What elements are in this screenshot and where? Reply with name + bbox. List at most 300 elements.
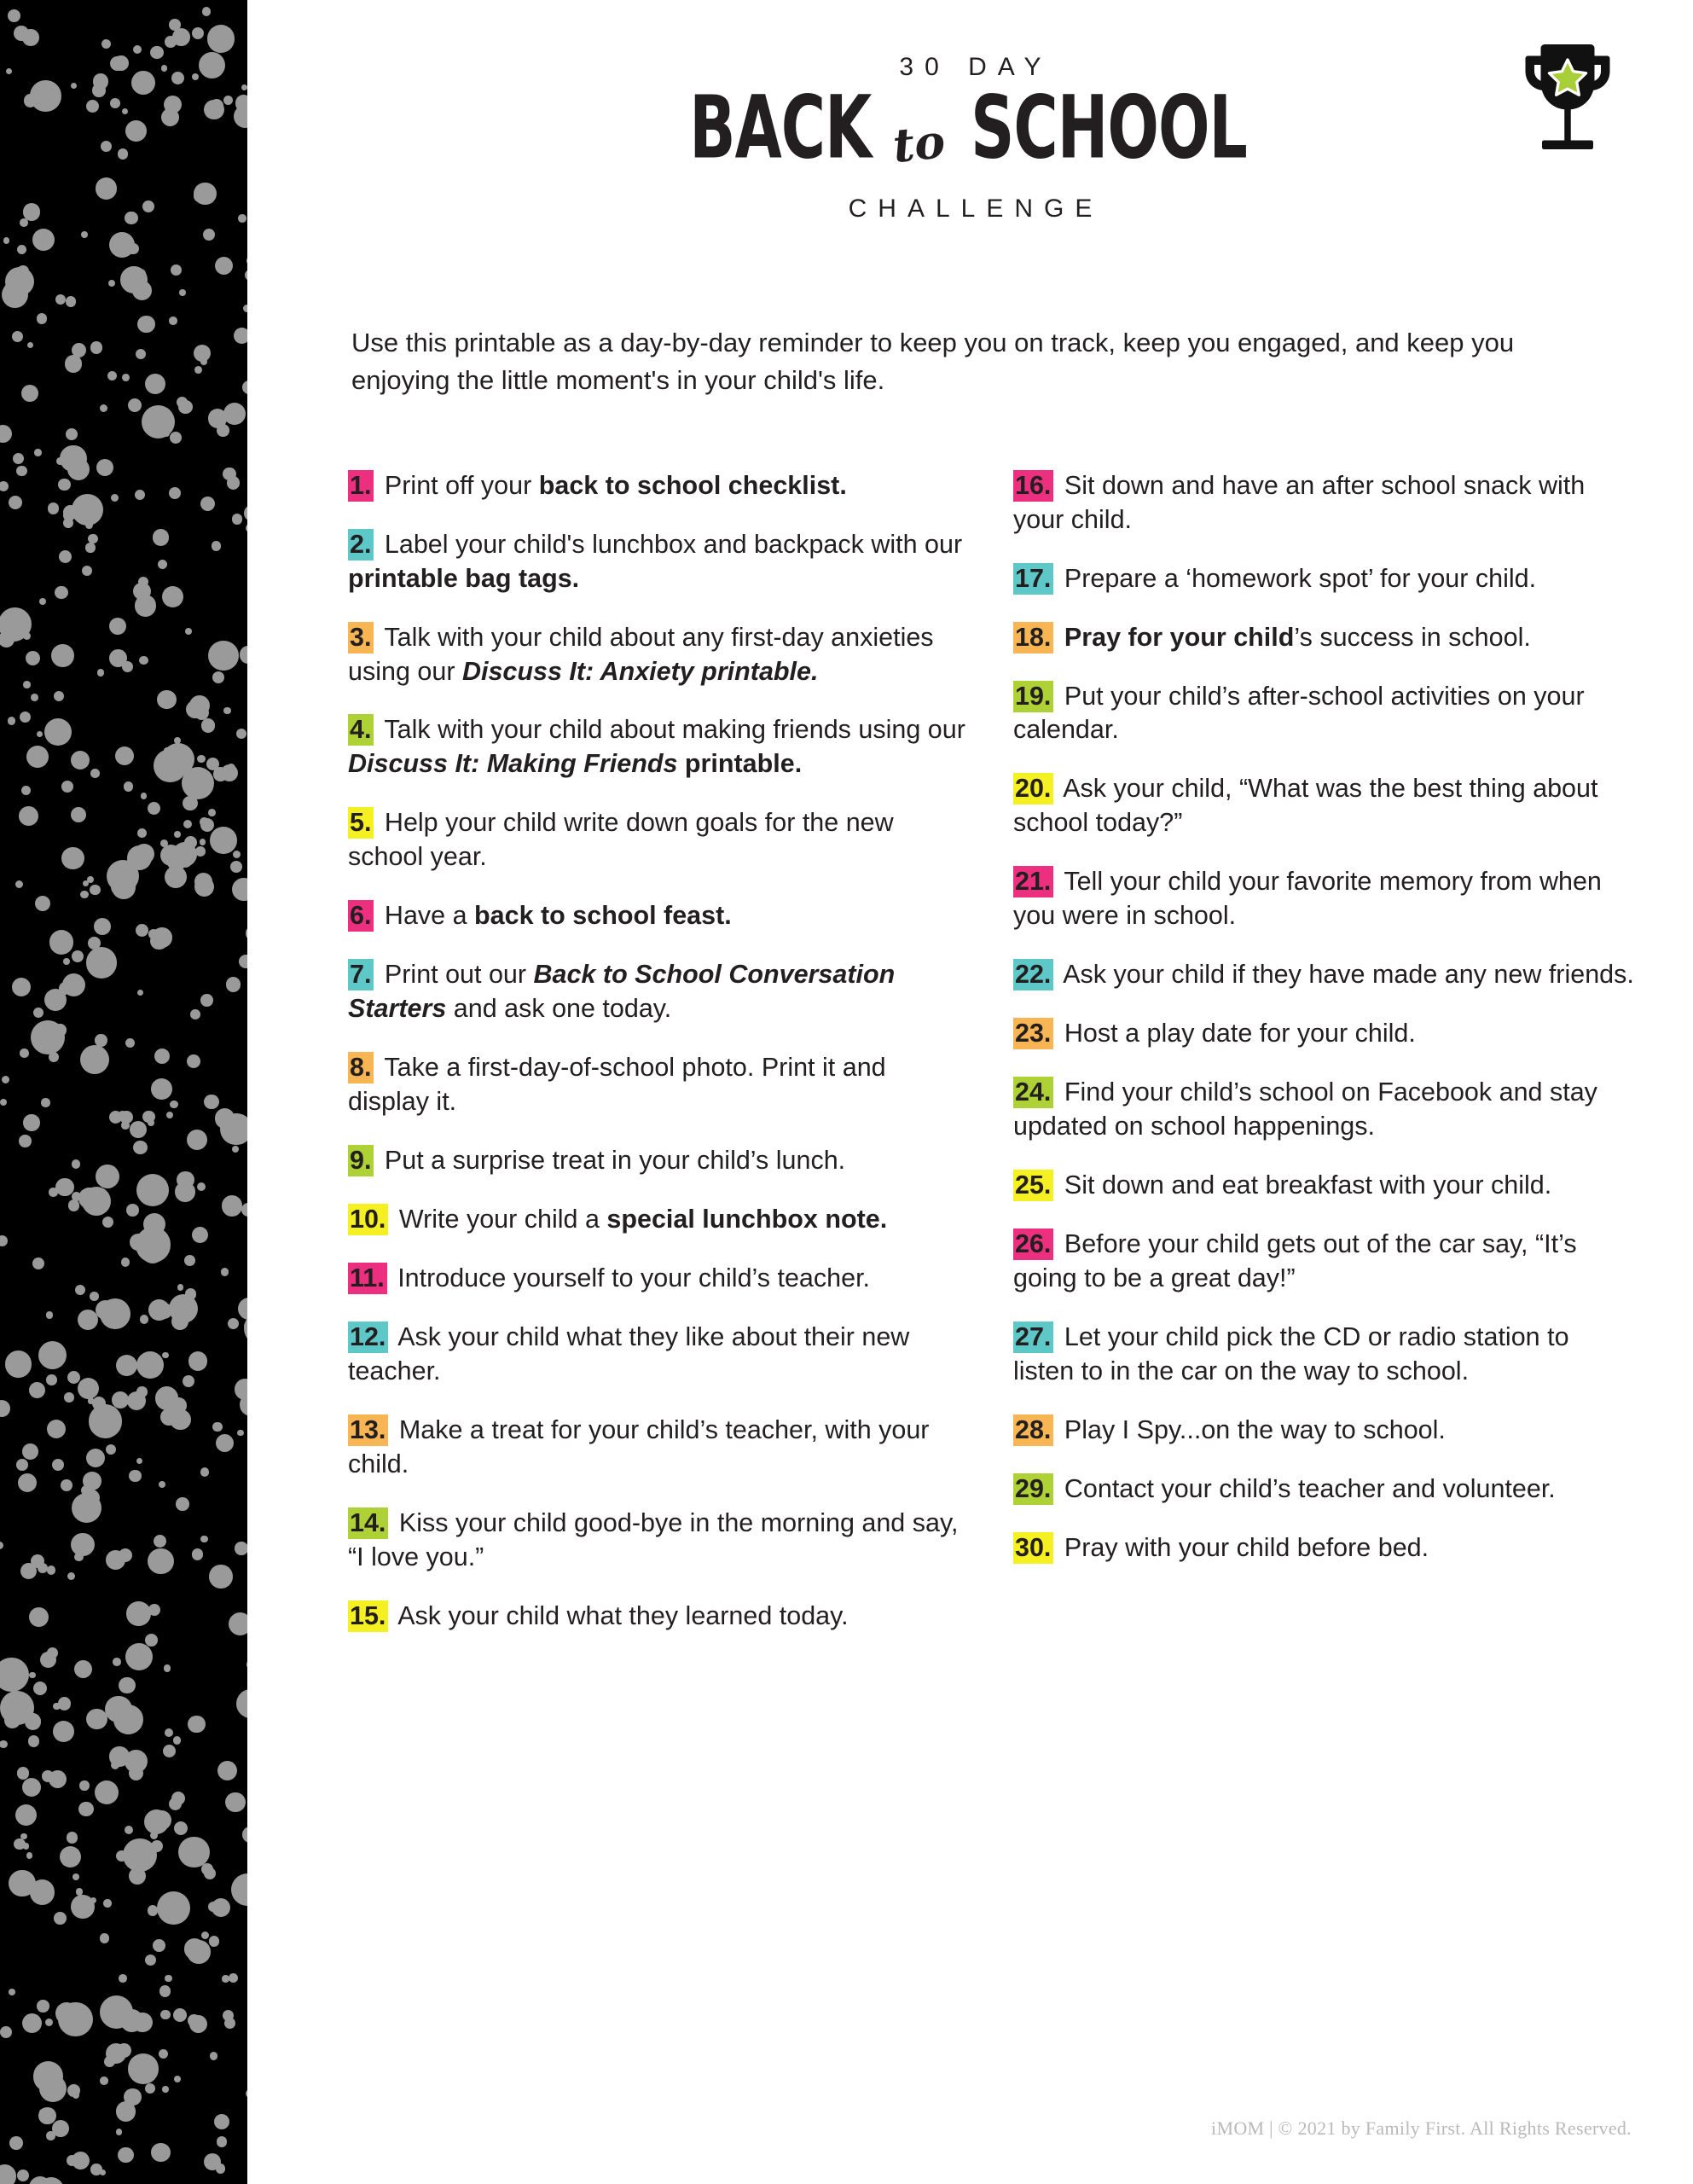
sidebar-dot (61, 781, 73, 793)
sidebar-dot (129, 1470, 141, 1482)
sidebar-dot (78, 1802, 93, 1816)
challenge-item-number: 29. (1013, 1473, 1053, 1505)
sidebar-dot (67, 1832, 78, 1844)
sidebar-dot (238, 214, 246, 223)
sidebar-dot (162, 2086, 168, 2092)
sidebar-dot (173, 1736, 182, 1745)
sidebar-dot (94, 918, 112, 936)
sidebar-dot (18, 1473, 37, 1492)
sidebar-dot (90, 1292, 99, 1301)
challenge-item-number: 3. (348, 622, 374, 653)
sidebar-dot (145, 1955, 156, 1966)
sidebar-dot (125, 120, 147, 142)
sidebar-dot (165, 1728, 173, 1737)
sidebar-dot (51, 644, 74, 667)
sidebar-dot (12, 978, 31, 996)
sidebar-dot (125, 1038, 135, 1048)
challenge-item (348, 899, 969, 933)
sidebar-dot (159, 2049, 168, 2059)
sidebar-dot (170, 432, 182, 444)
challenge-item-number: 15. (348, 1600, 388, 1632)
challenge-item-text: Pray for your child (1064, 622, 1295, 652)
challenge-item-text: back to school checklist. (538, 470, 847, 500)
challenge-item (348, 1203, 969, 1237)
challenge-item-number: 4. (348, 714, 374, 746)
challenge-item-text: printable bag tags. (348, 563, 580, 593)
sidebar-dot (47, 1420, 66, 1438)
sidebar-dot (174, 831, 181, 838)
sidebar-dot (93, 73, 108, 89)
challenge-item (1013, 621, 1634, 655)
challenge-item-number: 14. (348, 1507, 388, 1539)
sidebar-dot (100, 404, 107, 412)
sidebar-dot (137, 990, 143, 996)
sidebar-dot (14, 1838, 26, 1850)
sidebar-dot (177, 1284, 184, 1291)
sidebar-dot (151, 1840, 163, 1852)
sidebar-dot (0, 1235, 8, 1246)
sidebar-dot (164, 96, 182, 113)
challenge-item (348, 1144, 969, 1178)
sidebar-dot (162, 586, 183, 607)
sidebar-dot (40, 1652, 56, 1668)
sidebar-dot (22, 1443, 38, 1460)
challenge-item-number: 11. (348, 1263, 387, 1294)
sidebar-dot (136, 1351, 165, 1380)
title-school: SCHOOL (970, 78, 1247, 179)
challenge-item (1013, 562, 1634, 596)
challenge-item (348, 713, 969, 781)
page-title (247, 78, 1693, 179)
sidebar-dot (163, 1745, 176, 1757)
sidebar-dot (237, 1430, 244, 1437)
challenge-item-number: 20. (1013, 773, 1053, 804)
sidebar-dot (97, 669, 104, 676)
sidebar-dot (207, 25, 235, 52)
sidebar-dot (236, 1689, 247, 1718)
sidebar-dot (71, 807, 86, 822)
sidebar-dot (29, 1382, 45, 1398)
sidebar-dot (113, 1705, 143, 1734)
sidebar-dot (187, 1054, 200, 1068)
challenge-item-number: 28. (1013, 1414, 1053, 1446)
sidebar-dot (66, 296, 76, 306)
challenge-item-number: 27. (1013, 1321, 1053, 1353)
challenge-item-number: 13. (348, 1414, 388, 1446)
sidebar-dot (74, 1553, 84, 1562)
sidebar-dot (239, 955, 247, 969)
sidebar-dot (61, 1479, 72, 1491)
sidebar-dot (197, 755, 206, 764)
challenge-item-text: Find your child’s school on Facebook and stay updated on school happenings. (1013, 1077, 1597, 1141)
sidebar-dot (216, 2164, 226, 2174)
sidebar-dot (37, 2000, 49, 2013)
sidebar-dot (228, 1318, 240, 1330)
challenge-item (1013, 1414, 1634, 1448)
sidebar-dot (201, 1931, 209, 1939)
sidebar-dot (13, 453, 24, 464)
challenge-item-text: printable. (684, 749, 803, 779)
sidebar-dot (185, 628, 192, 635)
sidebar-dot (46, 1374, 56, 1385)
sidebar-dot (137, 316, 154, 333)
sidebar-dot (195, 846, 206, 857)
challenge-item (1013, 680, 1634, 748)
sidebar-dot (234, 328, 247, 344)
challenge-item-text: Ask your child what they like about their new teacher. (348, 1321, 910, 1385)
footer-copyright: iMOM | © 2021 by Family First. All Rights Reserved. (1211, 2117, 1632, 2139)
sidebar-dot (22, 2013, 42, 2033)
sidebar-dot (215, 257, 233, 275)
sidebar-dot (116, 2129, 122, 2135)
sidebar-dot (17, 1767, 30, 1780)
page-header (247, 0, 1693, 224)
sidebar-dot (90, 885, 100, 895)
sidebar-dot (221, 1268, 229, 1276)
sidebar-dot (72, 2092, 79, 2099)
sidebar-dot (145, 1634, 158, 1647)
content-area (247, 0, 1693, 2184)
sidebar-dot (126, 1601, 151, 1626)
sidebar-dot (202, 7, 211, 15)
sidebar-dot (66, 428, 78, 440)
sidebar-dot (201, 718, 215, 732)
challenge-item (1013, 469, 1634, 537)
challenge-item-text: Discuss It: Anxiety printable. (461, 656, 819, 686)
challenge-item-number: 22. (1013, 959, 1053, 990)
sidebar-dot (183, 820, 192, 828)
sidebar-dot (58, 479, 71, 491)
challenge-item-text: Pray with your child before bed. (1057, 1532, 1429, 1562)
sidebar-dot (154, 749, 187, 782)
sidebar-dot (96, 1165, 119, 1188)
sidebar-dot (54, 1912, 67, 1925)
challenge-list-right-column (1013, 469, 1634, 1658)
sidebar-dot (232, 514, 242, 524)
sidebar-dot (28, 1735, 39, 1746)
sidebar-dot (0, 1658, 29, 1693)
sidebar-dot (183, 1375, 194, 1387)
sidebar-dot (188, 1351, 208, 1371)
sidebar-dot (61, 847, 84, 870)
sidebar-dot (153, 529, 169, 545)
sidebar-dot (82, 566, 92, 576)
sidebar-dot (127, 856, 137, 866)
sidebar-dot (74, 1660, 92, 1678)
sidebar-dot (152, 927, 172, 948)
sidebar-dot (26, 746, 49, 768)
sidebar-dot (119, 1974, 127, 1983)
challenge-item-text: and ask one today. (446, 994, 672, 1024)
sidebar-dot (227, 476, 241, 490)
sidebar-dot (23, 632, 32, 641)
sidebar-dot (157, 1891, 190, 1925)
sidebar-dot (72, 950, 84, 962)
sidebar-dot (204, 100, 224, 120)
sidebar-dot (86, 947, 117, 978)
sidebar-dot (194, 366, 202, 374)
sidebar-dot (101, 39, 111, 49)
sidebar-dot (30, 80, 61, 112)
challenge-item-text: ’s success in school. (1294, 622, 1531, 652)
sidebar-dot (12, 331, 24, 343)
challenge-item-text: Play I Spy...on the way to school. (1057, 1414, 1446, 1444)
sidebar-dot (139, 656, 148, 665)
challenge-item-text: Back to School Conversation Starters (348, 960, 896, 1024)
sidebar-dot (200, 994, 213, 1007)
sidebar-dot (19, 1135, 32, 1147)
sidebar-dot (223, 2010, 234, 2021)
sidebar-dot (0, 631, 14, 648)
sidebar-dot (41, 1098, 49, 1107)
sidebar-dot (26, 651, 41, 666)
challenge-item (348, 1507, 969, 1575)
sidebar-dot (223, 403, 246, 426)
sidebar-dot (23, 681, 31, 688)
sidebar-dot (232, 878, 247, 902)
sidebar-dot (209, 1936, 220, 1947)
sidebar-dot (96, 459, 114, 477)
sidebar-dot (178, 1837, 210, 1868)
intro-paragraph: Use this printable as a day-by-day reminder to keep you on track, keep you engaged, and keep you enjoying the little moment's in your child's life. (351, 327, 1515, 395)
sidebar-dot (236, 729, 246, 739)
sidebar-dot (235, 1542, 247, 1554)
sidebar-dot (162, 1352, 169, 1359)
challenge-item-text: Introduce yourself to your child’s teacher. (390, 1263, 871, 1292)
sidebar-dot (101, 141, 112, 152)
sidebar-dot (231, 1873, 247, 1907)
challenge-item-text: Make a treat for your child’s teacher, with your child. (348, 1414, 930, 1478)
challenge-item (348, 806, 969, 874)
sidebar-dot (102, 1217, 113, 1228)
sidebar-dot (32, 1258, 44, 1269)
challenge-item (348, 528, 969, 596)
challenge-item (348, 1600, 969, 1634)
sidebar-dot (192, 27, 204, 39)
sidebar-dot (174, 2076, 182, 2083)
sidebar-dot (96, 177, 117, 199)
sidebar-dot (194, 190, 206, 202)
sidebar-dot (150, 46, 164, 60)
challenge-item-number: 7. (348, 959, 374, 990)
challenge-item-text: Put your child’s after-school activities on your calendar. (1013, 681, 1585, 745)
sidebar-dot (136, 1174, 169, 1206)
sidebar-dot (192, 1227, 208, 1243)
sidebar-dot (100, 2077, 108, 2085)
sidebar-dot (9, 1989, 15, 1995)
challenge-item (1013, 772, 1634, 840)
sidebar-dot (2, 1076, 9, 1083)
sidebar-dot (109, 1111, 122, 1124)
sidebar-dot (214, 2114, 229, 2129)
challenge-item-text: Print out our (377, 960, 534, 990)
title-to: to (890, 113, 948, 174)
sidebar-dot (37, 313, 47, 323)
sidebar-dot (212, 1898, 230, 1917)
sidebar-dot (63, 518, 73, 528)
sidebar-dot (71, 751, 90, 770)
sidebar-dot (29, 1672, 35, 1678)
sidebar-dot (21, 786, 31, 795)
sidebar-dot (142, 405, 175, 439)
sidebar-dot (0, 1542, 3, 1549)
sidebar-dot (75, 1285, 85, 1295)
sidebar-dot (171, 1792, 185, 1805)
challenge-item-text: Write your child a (391, 1205, 607, 1234)
sidebar-dot (72, 1159, 81, 1169)
sidebar-dot (0, 2026, 12, 2038)
challenge-item-text: Have a (377, 901, 475, 931)
sidebar-dot (190, 1009, 200, 1019)
sidebar-dot (118, 148, 128, 159)
sidebar-dot (127, 243, 138, 254)
challenge-item-number: 12. (348, 1321, 388, 1353)
challenge-item-text: Ask your child what they learned today. (391, 1600, 849, 1630)
challenge-item-text: Before your child gets out of the car say, “It’s going to be a great day!” (1013, 1229, 1577, 1292)
sidebar-dot (76, 1888, 83, 1895)
challenge-item-text: back to school feast. (474, 901, 732, 931)
sidebar-dot (86, 1709, 107, 1730)
sidebar-dot (60, 445, 86, 472)
sidebar-dot (5, 267, 34, 296)
sidebar-dot (15, 880, 23, 888)
sidebar-dot (240, 646, 247, 664)
trophy-icon (1504, 34, 1632, 162)
sidebar-dot (22, 29, 39, 46)
challenge-item (1013, 1228, 1634, 1296)
sidebar-dot (58, 2002, 92, 2036)
sidebar-dot (67, 1572, 75, 1580)
sidebar-dot (161, 65, 168, 72)
sidebar-dot (192, 1548, 203, 1560)
sidebar-dot (46, 1311, 54, 1319)
sidebar-dot (148, 1548, 174, 1575)
sidebar-dot (169, 19, 181, 31)
sidebar-dot (200, 497, 215, 511)
sidebar-dot (176, 1497, 188, 1510)
sidebar-dot (124, 781, 134, 792)
sidebar-dot (157, 690, 176, 709)
sidebar-dot (121, 1258, 130, 1266)
sidebar-dot (68, 1199, 80, 1211)
sidebar-dot (194, 345, 211, 362)
sidebar-dot (116, 2101, 136, 2122)
sidebar-dot (159, 1985, 171, 1996)
sidebar-dot (52, 2120, 69, 2137)
sidebar-dot (170, 1101, 178, 1109)
sidebar-dot (148, 802, 160, 815)
sidebar-dot (0, 1099, 7, 1106)
challenge-item (1013, 1321, 1634, 1389)
sidebar-dot (130, 1121, 147, 1138)
sidebar-dot (0, 1691, 34, 1725)
challenge-item-text: Sit down and have an after school snack with your child. (1013, 470, 1586, 534)
sidebar-dot (154, 1535, 166, 1548)
challenge-item-text: Put a surprise treat in your child’s lunch. (377, 1146, 846, 1176)
challenge-item-text (1057, 623, 1064, 652)
sidebar-dot (174, 737, 181, 744)
sidebar-dot (53, 1703, 60, 1710)
sidebar-dot (200, 839, 206, 845)
sidebar-dot (144, 1809, 169, 1834)
sidebar-dot (118, 883, 124, 889)
challenge-item (1013, 1169, 1634, 1203)
sidebar-dot (142, 200, 154, 212)
sidebar-dot (20, 218, 28, 227)
sidebar-dot (112, 1391, 129, 1409)
challenge-item-number: 5. (348, 807, 374, 839)
sidebar-dot (165, 1975, 172, 1983)
sidebar-dot (64, 1392, 74, 1403)
sidebar-dot (222, 1195, 243, 1217)
sidebar-dot (111, 1761, 119, 1769)
sidebar-dot (156, 1303, 173, 1320)
challenge-item-number: 9. (348, 1145, 374, 1176)
sidebar-dot (45, 2018, 53, 2026)
sidebar-dot (29, 1607, 49, 1627)
sidebar-dot (37, 731, 43, 737)
sidebar-dot (183, 796, 197, 810)
sidebar-dot (47, 1565, 55, 1574)
sidebar-dot (9, 496, 22, 509)
challenge-item-number: 17. (1013, 563, 1053, 595)
sidebar-dot (111, 494, 119, 502)
challenge-item (1013, 1472, 1634, 1507)
sidebar-dot (184, 1255, 195, 1266)
sidebar-dot (15, 1804, 37, 1826)
challenge-item-text: Help your child write down goals for the new school year. (348, 808, 894, 872)
sidebar-dot (166, 1112, 173, 1118)
sidebar-dot (122, 374, 130, 381)
sidebar-dot (90, 2164, 102, 2175)
sidebar-dot (84, 1188, 92, 1195)
sidebar-dot (204, 1095, 218, 1109)
sidebar-dot (217, 2136, 227, 2146)
sidebar-dot (33, 1008, 43, 1018)
challenge-item-text: Contact your child’s teacher and volunteer. (1057, 1473, 1556, 1503)
sidebar-dot (16, 466, 26, 476)
sidebar-dot (32, 229, 55, 252)
sidebar-dot (81, 231, 88, 238)
sidebar-dot (21, 385, 38, 402)
challenge-item-number: 23. (1013, 1018, 1053, 1049)
title-back: BACK (689, 78, 872, 179)
challenge-item-number: 10. (348, 1204, 388, 1235)
challenge-item-text: Host a play date for your child. (1057, 1019, 1416, 1048)
header-kicker: 30 DAY (899, 53, 1052, 81)
sidebar-dot (200, 1536, 207, 1542)
sidebar-dot (171, 264, 182, 276)
sidebar-dot (5, 1350, 32, 1377)
sidebar-dot (109, 618, 126, 635)
sidebar-dot (148, 1604, 160, 1616)
sidebar-dot (182, 767, 214, 799)
challenge-item (348, 1051, 969, 1119)
challenge-item-text: Take a first-day-of-school photo. Print it and display it. (348, 1053, 886, 1117)
sidebar-dot (0, 1400, 10, 1417)
sidebar-dot (27, 342, 33, 348)
challenge-item-number: 21. (1013, 866, 1053, 897)
challenge-item-text: Tell your child your favorite memory from when you were in school. (1013, 867, 1602, 931)
sidebar-dot (38, 1563, 48, 1573)
sidebar-dot (238, 1298, 247, 1320)
sidebar-dot (187, 1130, 207, 1150)
sidebar-dot (141, 793, 147, 799)
challenge-item-text: special lunchbox note. (606, 1205, 888, 1234)
header-subkicker: CHALLENGE (848, 194, 1104, 223)
sidebar-dot (131, 71, 155, 95)
sidebar-dot (85, 521, 93, 529)
